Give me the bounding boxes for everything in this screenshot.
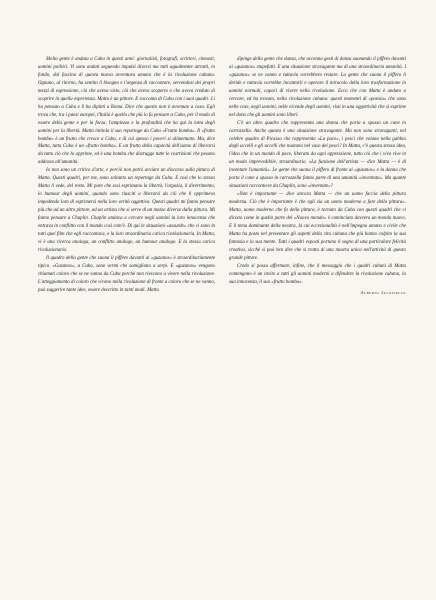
article-column-right: [229, 56, 406, 578]
paragraph: dipinge della gente che danza, che accenna gesti di danza suonando il piffero davanti ai «guzanos» stupefatti. E una situazione stravagante ma di una straordinaria umanità. I «guzanos» se ne vanno e tuttavia vorrebbero restare. La gente che suona il piffero li deride e tuttavia vorrebbe incantarli e operare il miracolo della loro trasformazione in uomini normali, capaci di vivere nella rivoluzione. Ecco che con Matta è andato a cercare, ed ha trovato, nella rivoluzione cubana: questi momenti di «poesia» che sono nelle cose, negli uomini, nelle vicende degli uomini, visti in una oggettività che si esprime nel dono che gli uomini sono liberi.: [229, 57, 406, 118]
paragraph: «Non è importante — dice ancora Matta — che un uomo faccia della pittura moderna. Ciò che è importante è che egli sia un uomo moderno a fare della pittura». Matta, uomo moderno che fa della pittura, è tornato da Cuba con questi quadri che ci dicono come in quella parte del «Nuovo mondo» è cominciato davvero un mondo nuovo. E il tema dominante della mostra, la cui eccezionalità è nell'impegno umano e civile che Matta ha posto nel presentare gli aspetti della vita cubana che più hanno colpito la sua fantasia e la sua mente. Tutti i quadri esposti portano il segno di una particolare felicità creativa, sicché si può ben dire che si tratta di una mostra unica nell'attività di questo grande pittore.: [229, 192, 406, 261]
paragraph: Il quadro della gente che suona il piffero davanti ai «guzanos» è straordinariamente tipico. «Guzanos», a Cuba, sono vermi che somigliano a serpi. E «guzanos» vengono chiamati coloro che se ne vanno da Cuba perché non riescono a vivere nella rivoluzione. L'atteggiamento di coloro che vivono nella rivoluzione di fronte a coloro che se ne vanno, può suggerire tante idee, essere descritto in tanti modi. Matta: [38, 255, 215, 293]
author-signature: Alberto Jacoviello: [360, 289, 406, 295]
paragraph: C'è un altro quadro che rappresenta una donna che porta a spasso un cane in carrozzella. Anche questa è una situazione stravagante. Ma non sono stravaganti, nel celebre quadro di Picasso che rappresenta «La pace», i pesci che volano nella gabbia degli uccelli e gli uccelli che nuotano nel vaso dei pesci? In Matta, c'è questa stessa idea, l'idea che in un mondo di pace, liberato da ogni oppressione, tutto ciò che i vivo vive in un modo imprevedibile, straordinario. «La funzione dell'artista — dice Matta — è di inventare l'umanità». Le gente che suona il piffero di fronte ai «guzanos» e la donna che porta il cane a spasso in carrozzella fanno parte di una umanità «inventata». Ma quante situazioni racconta-te da Chaplin, sono «inventate»?: [229, 120, 406, 190]
paragraph: Credo si possa affermare, infine, che il messaggio che i quadri cubani di Matta contengono è un invito a tutti gli uomini moderni a difendere la rivoluzione cubana, la sua innocenza, il suo «frutto bomba».: [229, 263, 406, 285]
article-column-left: [38, 56, 215, 578]
paragraph: Molta gente è andata a Cuba in questi anni: giornalisti, fotografi, scrittori, cineasti, uomini politici. Vi sono andati seguendo impulsi diversi ma tutti ugualmente attratti, in fondo, dal fascino di questa nuova avventura umana che è la rivoluzione cubana. Ognuno, al ritorno, ha sentito il bisogno e l'urgenza di raccontare, servendosi dei propri mezzi di espressione, ciò che aveva visto, ciò che aveva scoperto o che aveva creduto di scoprire in quella esperienza. Matta è un pittore. E racconta di Cuba con i suoi quadri. Lì ha pensato a Cuba e lì ha dipinti a Roma. Dice che questo non è avvenuto a caso. Egli trova che, tra i paesi europei, l'Italia è quello che più lo fa pensare a Cuba, per il modo di essere della gente e per la forza, l'ampiezza e la profondità che ha qui la lotta degli uomini per la libertà. Matta intitola il suo reportage da Cuba «Frutto bomba». Il «frutto bomba» è un frutto che cresce a Cuba, e di cui spesso i poveri si alimentano. Ma, dice Matta, tutta Cuba è un «frutto bomba». E un frutto della capacità dell'uomo di liberarsi da tutto ciò che lo opprime, ed è una bomba che distrugge tutte le costrizioni che pesano addosso all'umanità.: [38, 57, 215, 166]
paragraph: Io non sono un critico d'arte, e perciò non potrò avviare un discorso sulla pittura di Matta. Questi quadri, per me, sono soltanto un reportage da Cuba. E così che lo stesso Matta li vede, del resto. Mi pare che essi esprimano la libertà, l'argozia, il divertimento, lo humour degli uomini, quando sono riusciti a liberarsi da ciò che li opprimeva impedendo loro di esprimersi nella loro verità oggettiva. Questi quadri mi fanno pensare più che ad un altro pittore, ad un artista che si serve di un mezzo diverso dalla pittura. Mi fanno pensare a Chaplin. Chaplin andava a cercare negli uomini la loro innocenza che entrava in conflitto con il mondo così com'è. Di qui le situazioni «assurde» che ci sono in tutti quei film che egli raccontava, e la loro straordinaria carica rivoluzionaria. In Matta, vi è una ricerca analoga, un conflitto analogo, un humour analogo. E la stessa carica rivoluzionaria.: [38, 168, 215, 253]
article-columns: [38, 56, 406, 578]
